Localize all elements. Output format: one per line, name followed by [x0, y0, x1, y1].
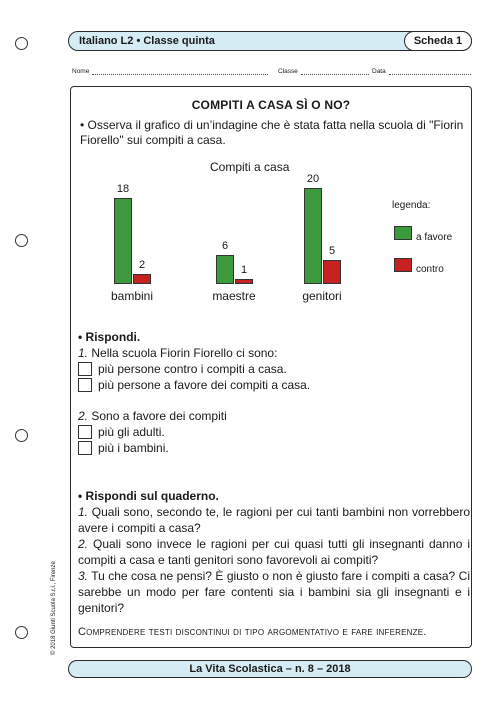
quaderno-q2-number: 2.: [78, 537, 89, 551]
header-bar: [68, 31, 472, 51]
legend-swatch-contro: [394, 258, 412, 272]
classe-field[interactable]: [278, 68, 369, 75]
question-1: [78, 345, 470, 361]
nome-label: Nome: [72, 68, 90, 75]
q1-option-2[interactable]: [78, 377, 470, 393]
learning-objective: Comprendere testi discontinui di tipo argomentativo e fare inferenze.: [78, 626, 427, 638]
legend-title: legenda:: [392, 200, 431, 211]
header-title: Italiano L2 • Classe quinta: [79, 35, 215, 47]
legend-label-contro: contro: [416, 264, 444, 275]
rispondi-section: [78, 329, 470, 393]
page-title: COMPITI A CASA SÌ O NO?: [191, 98, 351, 112]
checkbox[interactable]: [78, 441, 92, 455]
question-2: [78, 408, 470, 424]
bar-maestre-favore: [216, 255, 234, 284]
copyright-note: © 2018 Giunti Scuola S.r.l., Firenze: [51, 561, 57, 655]
rispondi-heading: • Rispondi.: [78, 330, 141, 344]
bar-maestre-contro: [235, 279, 253, 284]
quaderno-question-1: [78, 504, 470, 536]
quaderno-question-3: [78, 568, 470, 616]
bar-bambini-favore: [114, 198, 132, 284]
data-field[interactable]: [372, 68, 471, 75]
scheda-label: Scheda 1: [404, 31, 472, 51]
rispondi-question-2: [78, 408, 470, 456]
bar-chart: [100, 158, 470, 308]
question-1-number: 1.: [78, 346, 89, 360]
checkbox[interactable]: [78, 378, 92, 392]
data-label: Data: [372, 68, 386, 75]
bar-value-bambini-contro: 2: [138, 259, 146, 272]
category-label-maestre: maestre: [212, 289, 256, 303]
q2-option-2-label: più i bambini.: [98, 441, 169, 455]
intro-text: • Osserva il grafico di un’indagine che è stata fatta nella scuola di "Fiorin Fiorello" sui compiti a casa.: [80, 118, 464, 147]
q1-option-1-label: più persone contro i compiti a casa.: [98, 362, 287, 376]
quaderno-heading: • Rispondi sul quaderno.: [78, 489, 219, 503]
legend-swatch-favore: [394, 226, 412, 240]
q2-option-1[interactable]: [78, 424, 470, 440]
checkbox[interactable]: [78, 425, 92, 439]
category-label-bambini: bambini: [110, 289, 154, 303]
question-1-text: Nella scuola Fiorin Fiorello ci sono:: [91, 346, 278, 360]
binder-hole-top: [15, 37, 28, 50]
bar-value-maestre-contro: 1: [240, 264, 248, 277]
bar-bambini-contro: [133, 274, 151, 284]
bar-genitori-contro: [323, 260, 341, 284]
bar-value-maestre-favore: 6: [221, 240, 229, 253]
bar-value-genitori-contro: 5: [328, 245, 336, 257]
quaderno-q2-text: Quali sono invece le ragioni per cui quasi tutti gli insegnanti danno i compiti a casa e tanti genitori sono favorevoli ai compiti?: [78, 537, 470, 567]
chart-title: Compiti a casa: [210, 160, 290, 174]
q2-option-2[interactable]: [78, 440, 470, 456]
binder-hole-lower-middle: [15, 429, 28, 442]
checkbox[interactable]: [78, 362, 92, 376]
quaderno-q1-text: Quali sono, secondo te, le ragioni per cui tanti bambini non vorrebbero avere i compiti a casa?: [78, 505, 470, 535]
q1-option-1[interactable]: [78, 361, 470, 377]
category-label-genitori: genitori: [302, 289, 342, 303]
question-2-number: 2.: [78, 409, 89, 423]
quaderno-q1-number: 1.: [78, 505, 89, 519]
quaderno-q3-text: Tu che cosa ne pensi? È giusto o non è giusto fare i compiti a casa? Ci sarebbe un modo per fare contenti sia i bambini sia gli insegnanti e i genitori?: [78, 569, 471, 615]
binder-hole-bottom: [15, 626, 28, 639]
student-fields: [72, 68, 472, 77]
bar-value-genitori-favore: 20: [306, 173, 320, 185]
question-2-text: Sono a favore dei compiti: [91, 409, 227, 423]
quaderno-question-2: [78, 536, 470, 568]
q1-option-2-label: più persone a favore dei compiti a casa.: [98, 378, 311, 392]
classe-label: Classe: [278, 68, 298, 75]
legend-label-favore: a favore: [416, 232, 453, 243]
quaderno-q3-number: 3.: [78, 569, 89, 583]
binder-hole-upper-middle: [15, 234, 28, 247]
q2-option-1-label: più gli adulti.: [98, 425, 165, 439]
bar-genitori-favore: [304, 188, 322, 284]
quaderno-section: [78, 488, 470, 616]
footer-bar: La Vita Scolastica – n. 8 – 2018: [68, 660, 472, 678]
bar-value-bambini-favore: 18: [116, 182, 130, 195]
nome-field[interactable]: [72, 68, 268, 75]
